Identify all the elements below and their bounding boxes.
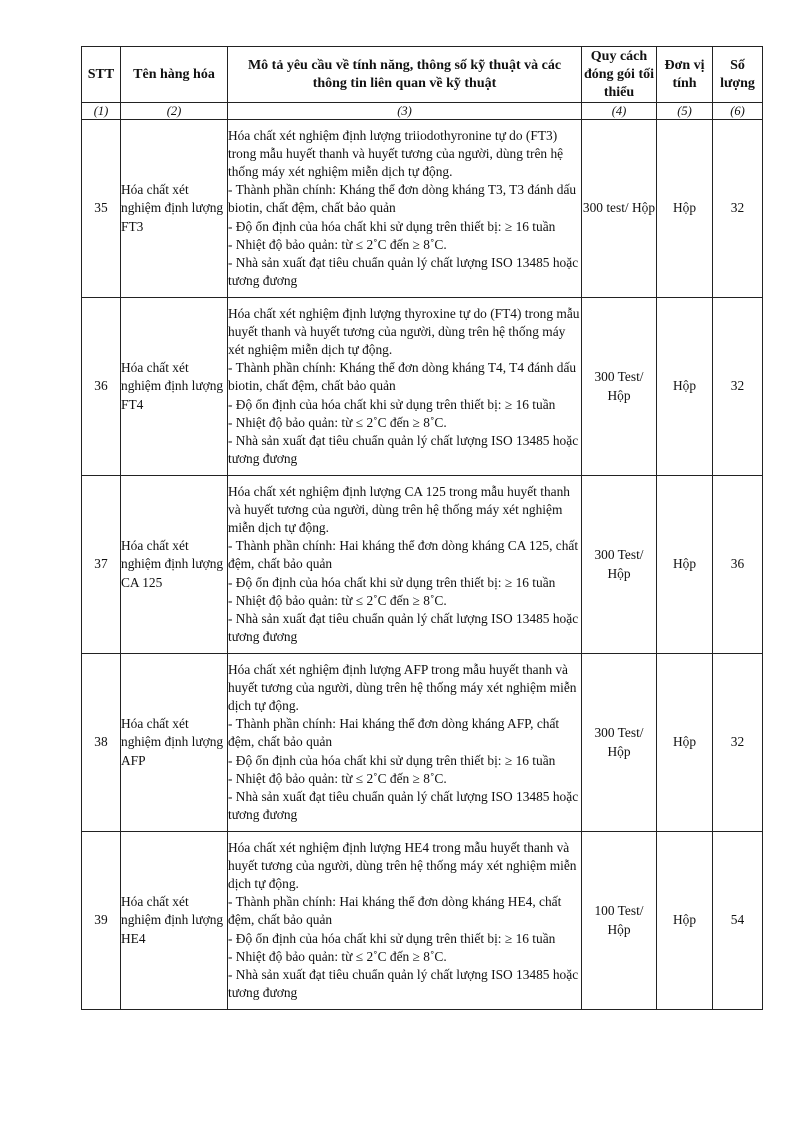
row-quantity: 54 bbox=[713, 832, 763, 1010]
header-item-name: Tên hàng hóa bbox=[121, 47, 228, 103]
row-item-name: Hóa chất xét nghiệm định lượng FT4 bbox=[121, 298, 228, 476]
column-number: (1) bbox=[82, 103, 121, 120]
description-line: - Độ ổn định của hóa chất khi sử dụng trên thiết bị: ≥ 16 tuần bbox=[228, 930, 556, 946]
header-quantity: Số lượng bbox=[713, 47, 763, 103]
row-unit: Hộp bbox=[657, 654, 713, 832]
description-line: - Nhiệt độ bảo quản: từ ≤ 2˚C đến ≥ 8˚C. bbox=[228, 948, 447, 964]
header-packaging: Quy cách đóng gói tối thiểu bbox=[582, 47, 657, 103]
description-line: - Độ ổn định của hóa chất khi sử dụng trên thiết bị: ≥ 16 tuần bbox=[228, 396, 556, 412]
description-line: Hóa chất xét nghiệm định lượng thyroxine tự do (FT4) trong mẫu huyết thanh và huyết tương của người, dùng trên hệ thống máy xét nghiệm miễn dịch tự động. bbox=[228, 305, 580, 357]
header-stt: STT bbox=[82, 47, 121, 103]
row-description bbox=[228, 298, 582, 476]
row-quantity: 32 bbox=[713, 298, 763, 476]
row-unit: Hộp bbox=[657, 298, 713, 476]
description-line: - Nhiệt độ bảo quản: từ ≤ 2˚C đến ≥ 8˚C. bbox=[228, 414, 447, 430]
column-number: (5) bbox=[657, 103, 713, 120]
column-number: (4) bbox=[582, 103, 657, 120]
description-line: Hóa chất xét nghiệm định lượng HE4 trong mẫu huyết thanh và huyết tương của người, dùng trên hệ thống máy xét nghiệm miễn dịch tự động. bbox=[228, 839, 577, 891]
row-description bbox=[228, 476, 582, 654]
table-row bbox=[82, 476, 763, 654]
description-line: - Độ ổn định của hóa chất khi sử dụng trên thiết bị: ≥ 16 tuần bbox=[228, 574, 556, 590]
header-description: Mô tả yêu cầu về tính năng, thông số kỹ thuật và các thông tin liên quan về kỹ thuật bbox=[228, 47, 582, 103]
description-line: - Thành phần chính: Hai kháng thể đơn dòng kháng HE4, chất đệm, chất bảo quản bbox=[228, 894, 562, 928]
row-stt: 37 bbox=[82, 476, 121, 654]
description-line: - Nhiệt độ bảo quản: từ ≤ 2˚C đến ≥ 8˚C. bbox=[228, 236, 447, 252]
column-number: (2) bbox=[121, 103, 228, 120]
row-item-name: Hóa chất xét nghiệm định lượng CA 125 bbox=[121, 476, 228, 654]
description-line: - Nhà sản xuất đạt tiêu chuẩn quản lý chất lượng ISO 13485 hoặc tương đương bbox=[228, 433, 579, 467]
description-line: - Thành phần chính: Kháng thể đơn dòng kháng T3, T3 đánh dấu biotin, chất đệm, chất bảo quản bbox=[228, 182, 577, 216]
column-number: (6) bbox=[713, 103, 763, 120]
row-unit: Hộp bbox=[657, 476, 713, 654]
row-item-name: Hóa chất xét nghiệm định lượng FT3 bbox=[121, 120, 228, 298]
column-number: (3) bbox=[228, 103, 582, 120]
row-quantity: 32 bbox=[713, 120, 763, 298]
table-row bbox=[82, 654, 763, 832]
description-line: Hóa chất xét nghiệm định lượng AFP trong mẫu huyết thanh và huyết tương của người, dùng trên hệ thống máy xét nghiệm miễn dịch tự động. bbox=[228, 661, 577, 713]
table-row bbox=[82, 832, 763, 1010]
description-line: Hóa chất xét nghiệm định lượng CA 125 trong mẫu huyết thanh và huyết tương của người, dùng trên hệ thống máy xét nghiệm miễn dịch tự động. bbox=[228, 483, 570, 535]
row-packaging: 300 Test/ Hộp bbox=[582, 476, 657, 654]
row-unit: Hộp bbox=[657, 120, 713, 298]
table-row bbox=[82, 298, 763, 476]
row-stt: 39 bbox=[82, 832, 121, 1010]
row-stt: 35 bbox=[82, 120, 121, 298]
description-line: - Nhiệt độ bảo quản: từ ≤ 2˚C đến ≥ 8˚C. bbox=[228, 592, 447, 608]
description-line: - Thành phần chính: Hai kháng thể đơn dòng kháng AFP, chất đệm, chất bảo quản bbox=[228, 716, 560, 750]
row-item-name: Hóa chất xét nghiệm định lượng AFP bbox=[121, 654, 228, 832]
description-line: - Thành phần chính: Kháng thể đơn dòng kháng T4, T4 đánh dấu biotin, chất đệm, chất bảo quản bbox=[228, 360, 577, 394]
table-header-row bbox=[82, 47, 763, 103]
description-line: - Nhiệt độ bảo quản: từ ≤ 2˚C đến ≥ 8˚C. bbox=[228, 770, 447, 786]
row-stt: 36 bbox=[82, 298, 121, 476]
row-stt: 38 bbox=[82, 654, 121, 832]
table-row bbox=[82, 120, 763, 298]
row-unit: Hộp bbox=[657, 832, 713, 1010]
column-number-row bbox=[82, 103, 763, 120]
row-description bbox=[228, 832, 582, 1010]
row-description bbox=[228, 120, 582, 298]
description-line: - Độ ổn định của hóa chất khi sử dụng trên thiết bị: ≥ 16 tuần bbox=[228, 218, 556, 234]
header-unit: Đơn vị tính bbox=[657, 47, 713, 103]
row-packaging: 100 Test/ Hộp bbox=[582, 832, 657, 1010]
row-item-name: Hóa chất xét nghiệm định lượng HE4 bbox=[121, 832, 228, 1010]
description-line: - Độ ổn định của hóa chất khi sử dụng trên thiết bị: ≥ 16 tuần bbox=[228, 752, 556, 768]
description-line: Hóa chất xét nghiệm định lượng triiodothyronine tự do (FT3) trong mẫu huyết thanh và huyết tương của người, dùng trên hệ thống máy xét nghiệm miễn dịch tự động. bbox=[228, 127, 564, 179]
row-quantity: 36 bbox=[713, 476, 763, 654]
row-packaging: 300 Test/ Hộp bbox=[582, 654, 657, 832]
description-line: - Nhà sản xuất đạt tiêu chuẩn quản lý chất lượng ISO 13485 hoặc tương đương bbox=[228, 611, 579, 645]
description-line: - Nhà sản xuất đạt tiêu chuẩn quản lý chất lượng ISO 13485 hoặc tương đương bbox=[228, 255, 579, 289]
row-packaging: 300 Test/ Hộp bbox=[582, 298, 657, 476]
description-line: - Thành phần chính: Hai kháng thể đơn dòng kháng CA 125, chất đệm, chất bảo quản bbox=[228, 538, 579, 572]
row-quantity: 32 bbox=[713, 654, 763, 832]
description-line: - Nhà sản xuất đạt tiêu chuẩn quản lý chất lượng ISO 13485 hoặc tương đương bbox=[228, 789, 579, 823]
row-packaging: 300 test/ Hộp bbox=[582, 120, 657, 298]
row-description bbox=[228, 654, 582, 832]
description-line: - Nhà sản xuất đạt tiêu chuẩn quản lý chất lượng ISO 13485 hoặc tương đương bbox=[228, 967, 579, 1001]
specification-table bbox=[81, 46, 763, 1010]
